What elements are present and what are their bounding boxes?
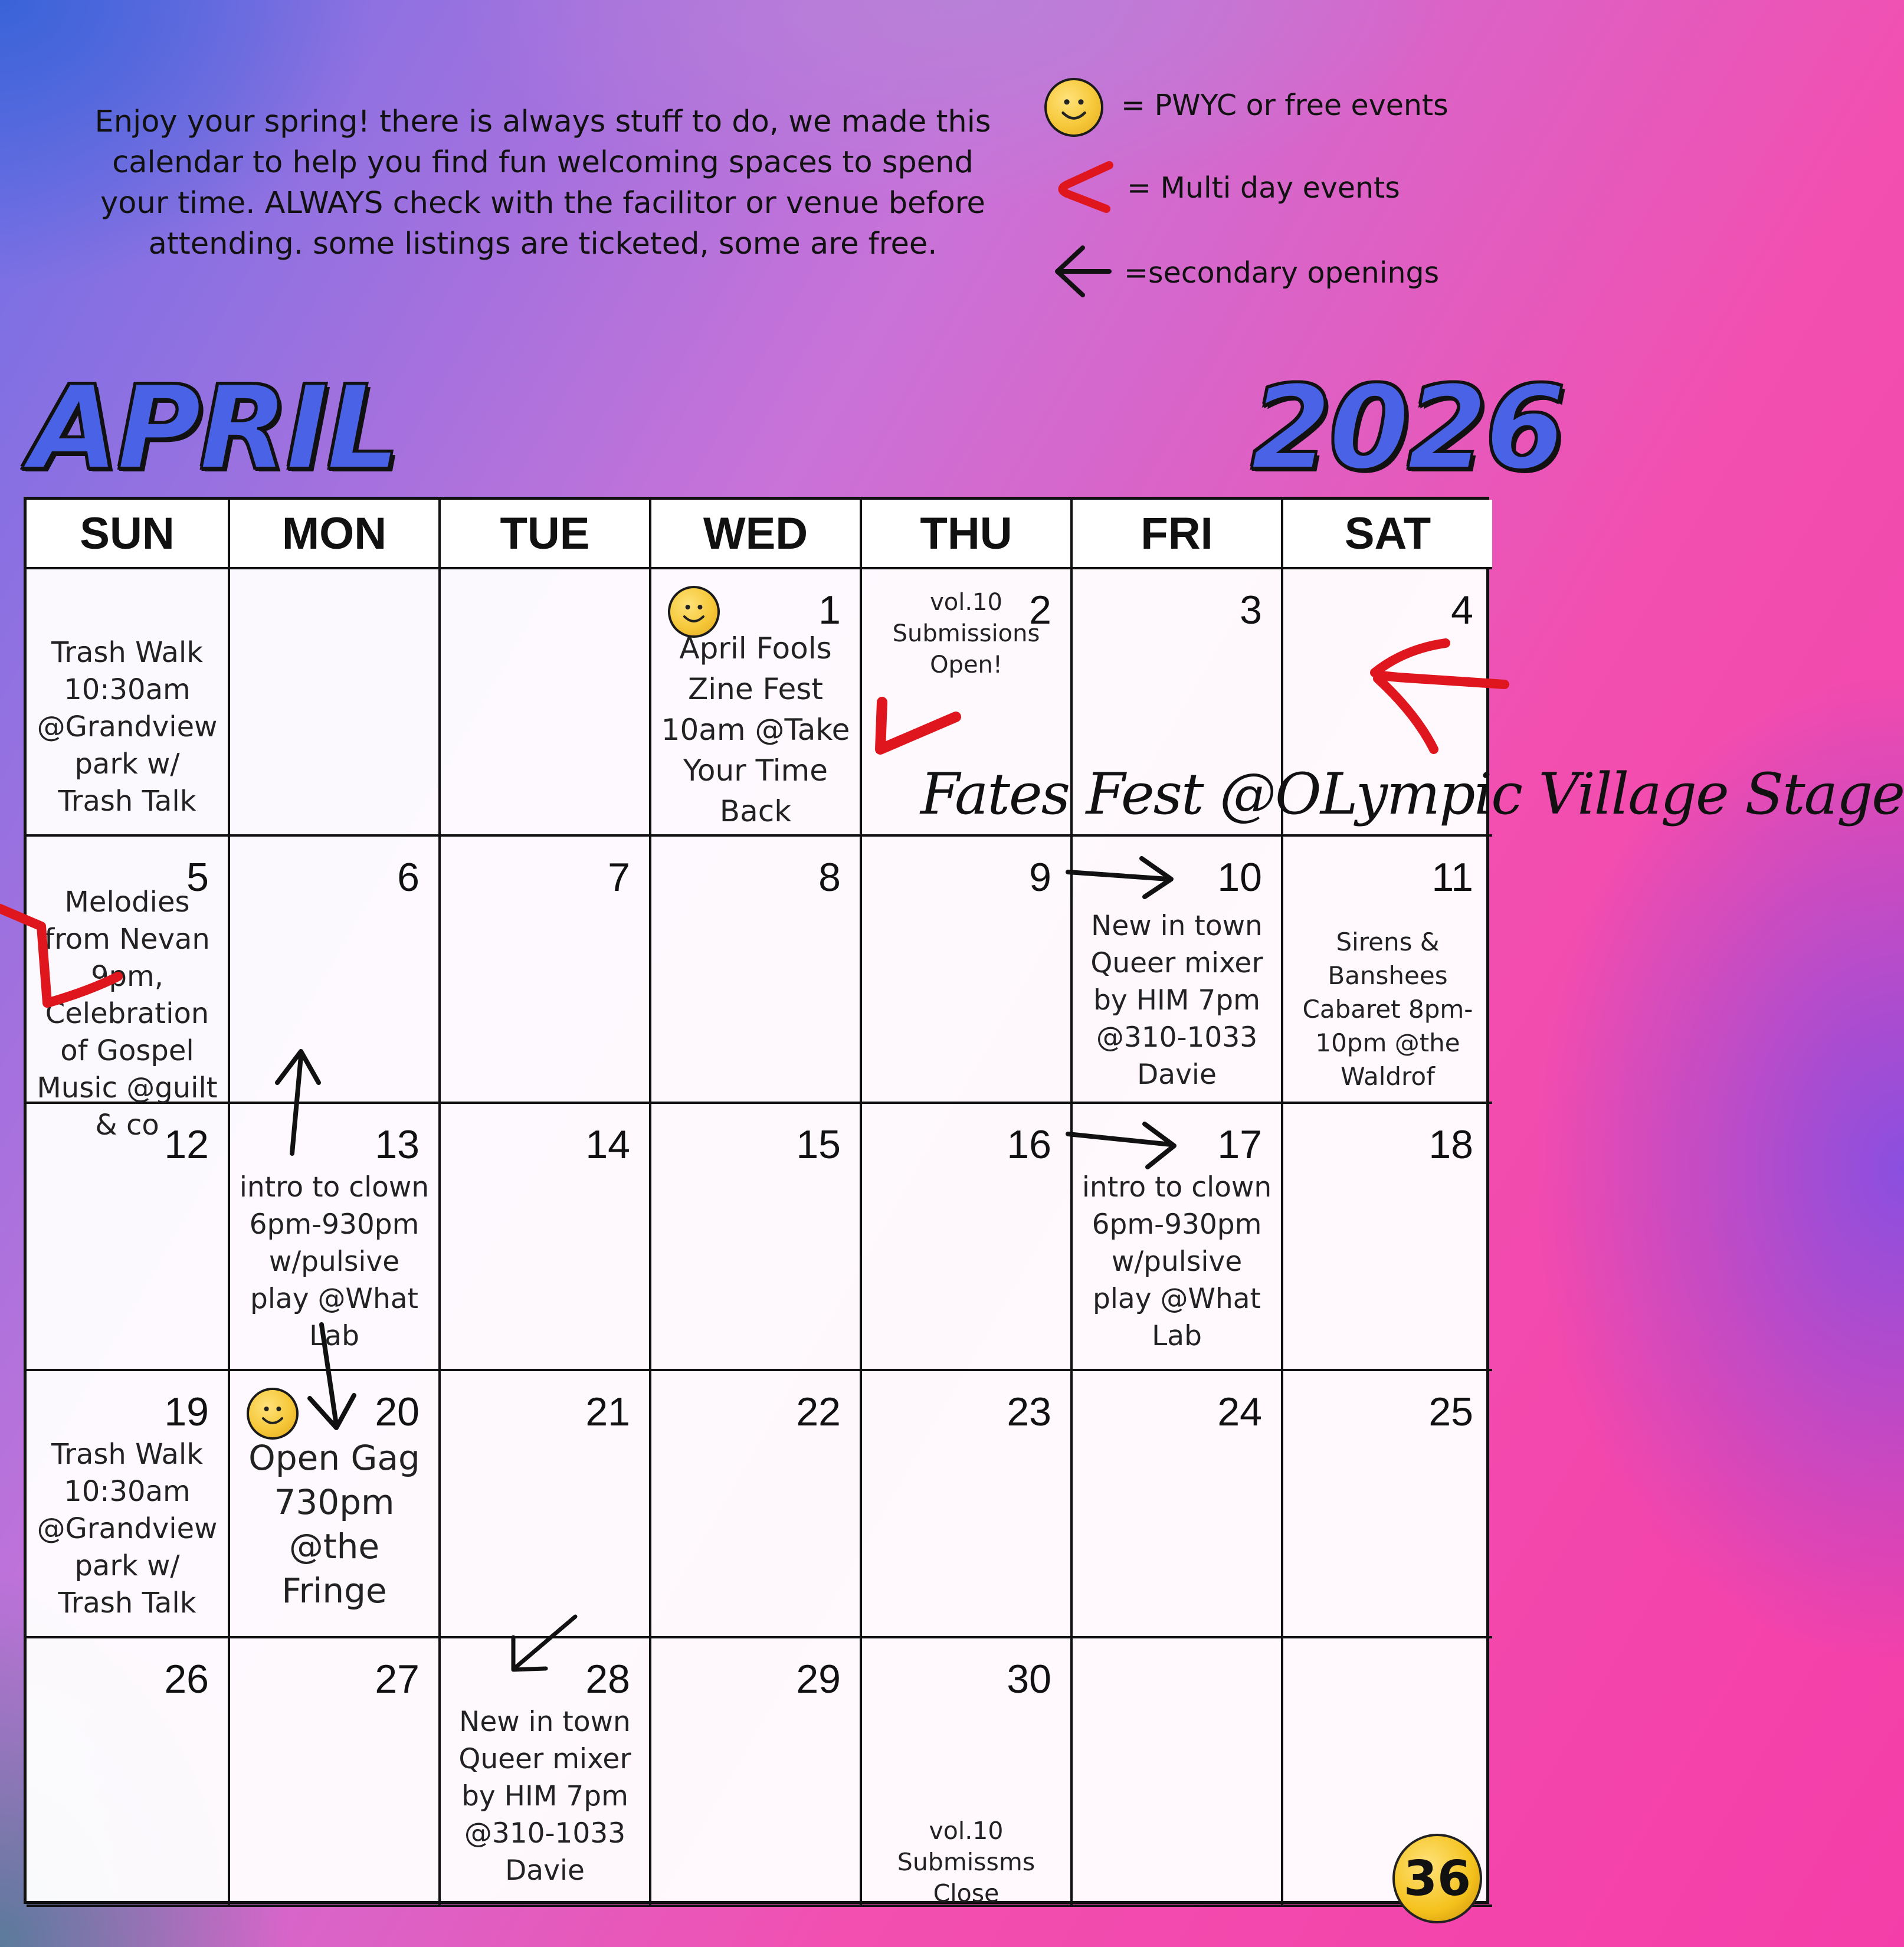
day-cell[interactable] bbox=[651, 1371, 862, 1638]
day-number: 24 bbox=[1217, 1389, 1262, 1434]
day-number: 23 bbox=[1007, 1389, 1051, 1434]
weekday-header: SAT bbox=[1283, 500, 1492, 569]
legend-secondary bbox=[1038, 236, 1487, 307]
year-title: 2026 bbox=[1251, 361, 1564, 496]
day-number: 16 bbox=[1007, 1122, 1051, 1167]
calendar-grid bbox=[24, 497, 1489, 1907]
event-text: intro to clown 6pm-930pm w/pulsive play @What Lab bbox=[239, 1171, 430, 1352]
day-cell[interactable] bbox=[230, 1638, 441, 1907]
day-number: 2 bbox=[1029, 588, 1051, 632]
day-cell[interactable] bbox=[651, 1104, 862, 1371]
day-number: 27 bbox=[375, 1657, 420, 1702]
weekday-header: THU bbox=[862, 500, 1073, 569]
event-text: intro to clown 6pm-930pm w/pulsive play @What Lab bbox=[1082, 1171, 1272, 1352]
day-cell[interactable] bbox=[441, 1371, 651, 1638]
day-number: 3 bbox=[1240, 588, 1262, 632]
legend-pwyc-label: = PWYC or free events bbox=[1121, 88, 1449, 122]
day-number: 17 bbox=[1217, 1122, 1262, 1167]
day-cell[interactable] bbox=[1283, 1104, 1492, 1371]
event-text: April Fools Zine Fest 10am @Take Your Time Back bbox=[661, 631, 850, 828]
day-number: 6 bbox=[397, 855, 420, 900]
day-cell[interactable] bbox=[862, 1638, 1073, 1907]
arrow-left-icon bbox=[1050, 242, 1115, 301]
event-text: New in town Queer mixer by HIM 7pm @310-1033 Davie bbox=[458, 1706, 631, 1887]
legend-multi-day-label: = Multi day events bbox=[1127, 171, 1400, 205]
day-number: 20 bbox=[375, 1389, 420, 1434]
smiley-icon bbox=[247, 1388, 299, 1440]
day-number: 14 bbox=[585, 1122, 630, 1167]
day-number: 9 bbox=[1029, 855, 1051, 900]
day-cell[interactable] bbox=[441, 1104, 651, 1371]
page-number: 36 bbox=[1392, 1834, 1482, 1923]
event-text: Melodies from Nevan 9pm, Celebration of Gospel Music @guilt & co bbox=[37, 886, 218, 1142]
multi-day-banner: Fates Fest @OLympic Village Stage bbox=[920, 761, 1904, 827]
day-number: 18 bbox=[1428, 1122, 1473, 1167]
day-number: 28 bbox=[585, 1657, 630, 1702]
legend-secondary-label: =secondary openings bbox=[1124, 256, 1440, 290]
day-cell[interactable] bbox=[1283, 1371, 1492, 1638]
day-cell[interactable] bbox=[862, 837, 1073, 1104]
event-text: vol.10 Submissions Open! bbox=[892, 589, 1040, 678]
day-cell[interactable] bbox=[651, 837, 862, 1104]
day-cell[interactable] bbox=[230, 1371, 441, 1638]
day-cell[interactable] bbox=[1073, 1638, 1283, 1907]
event-text: Sirens & Banshees Cabaret 8pm-10pm @the Waldrof bbox=[1302, 927, 1473, 1091]
day-number: 29 bbox=[796, 1657, 841, 1702]
day-number: 1 bbox=[818, 588, 841, 632]
intro-text: Enjoy your spring! there is always stuff to do, we made this calendar to help you find fun welcoming spaces to spend your time. ALWAYS check with the facilitor or venue before attending. some listings are ticketed, some are free. bbox=[94, 104, 991, 261]
legend-pwyc bbox=[1038, 71, 1487, 142]
smiley-icon bbox=[1044, 78, 1103, 137]
weekday-header: MON bbox=[230, 500, 441, 569]
day-number: 7 bbox=[608, 855, 630, 900]
event-text: Trash Walk 10:30am @Grandview park w/ Trash Talk bbox=[37, 636, 218, 818]
day-number: 25 bbox=[1428, 1389, 1473, 1434]
day-number: 21 bbox=[585, 1389, 630, 1434]
day-cell[interactable] bbox=[230, 837, 441, 1104]
weekday-header: SUN bbox=[27, 500, 230, 569]
weekday-header: FRI bbox=[1073, 500, 1283, 569]
day-cell[interactable] bbox=[441, 569, 651, 837]
day-cell[interactable] bbox=[27, 1638, 230, 1907]
legend-multi-day bbox=[1038, 155, 1487, 225]
day-number: 19 bbox=[164, 1389, 209, 1434]
day-cell[interactable] bbox=[1073, 1104, 1283, 1371]
day-number: 5 bbox=[186, 855, 209, 900]
day-cell[interactable] bbox=[862, 1104, 1073, 1371]
day-cell[interactable] bbox=[27, 569, 230, 837]
day-cell[interactable] bbox=[651, 1638, 862, 1907]
event-text: Open Gag 730pm @the Fringe bbox=[248, 1438, 420, 1611]
weekday-header: WED bbox=[651, 500, 862, 569]
day-number: 11 bbox=[1431, 855, 1473, 900]
day-number: 4 bbox=[1451, 588, 1473, 632]
day-number: 15 bbox=[796, 1122, 841, 1167]
weekday-header: TUE bbox=[441, 500, 651, 569]
day-number: 30 bbox=[1007, 1657, 1051, 1702]
day-cell[interactable] bbox=[441, 1638, 651, 1907]
day-cell[interactable] bbox=[441, 837, 651, 1104]
day-cell[interactable] bbox=[27, 837, 230, 1142]
day-cell[interactable] bbox=[651, 569, 862, 837]
day-number: 8 bbox=[818, 855, 841, 900]
day-cell[interactable] bbox=[1283, 837, 1492, 1104]
event-text: vol.10 Submissms Close bbox=[897, 1817, 1035, 1907]
day-number: 12 bbox=[164, 1122, 209, 1167]
day-cell[interactable] bbox=[1073, 837, 1283, 1104]
day-cell[interactable] bbox=[230, 569, 441, 837]
day-number: 26 bbox=[164, 1657, 209, 1702]
red-check-icon bbox=[1050, 160, 1115, 214]
day-cell[interactable] bbox=[1073, 1371, 1283, 1638]
day-number: 22 bbox=[796, 1389, 841, 1434]
day-number: 13 bbox=[375, 1122, 420, 1167]
day-cell[interactable] bbox=[862, 1371, 1073, 1638]
month-title: APRIL bbox=[30, 361, 398, 496]
event-text: Trash Walk 10:30am @Grandview park w/ Trash Talk bbox=[37, 1438, 218, 1620]
day-cell[interactable] bbox=[27, 1104, 230, 1371]
event-text: New in town Queer mixer by HIM 7pm @310-1033 Davie bbox=[1090, 910, 1263, 1091]
day-number: 10 bbox=[1217, 855, 1262, 900]
day-cell[interactable] bbox=[230, 1104, 441, 1371]
day-cell[interactable] bbox=[27, 1371, 230, 1638]
